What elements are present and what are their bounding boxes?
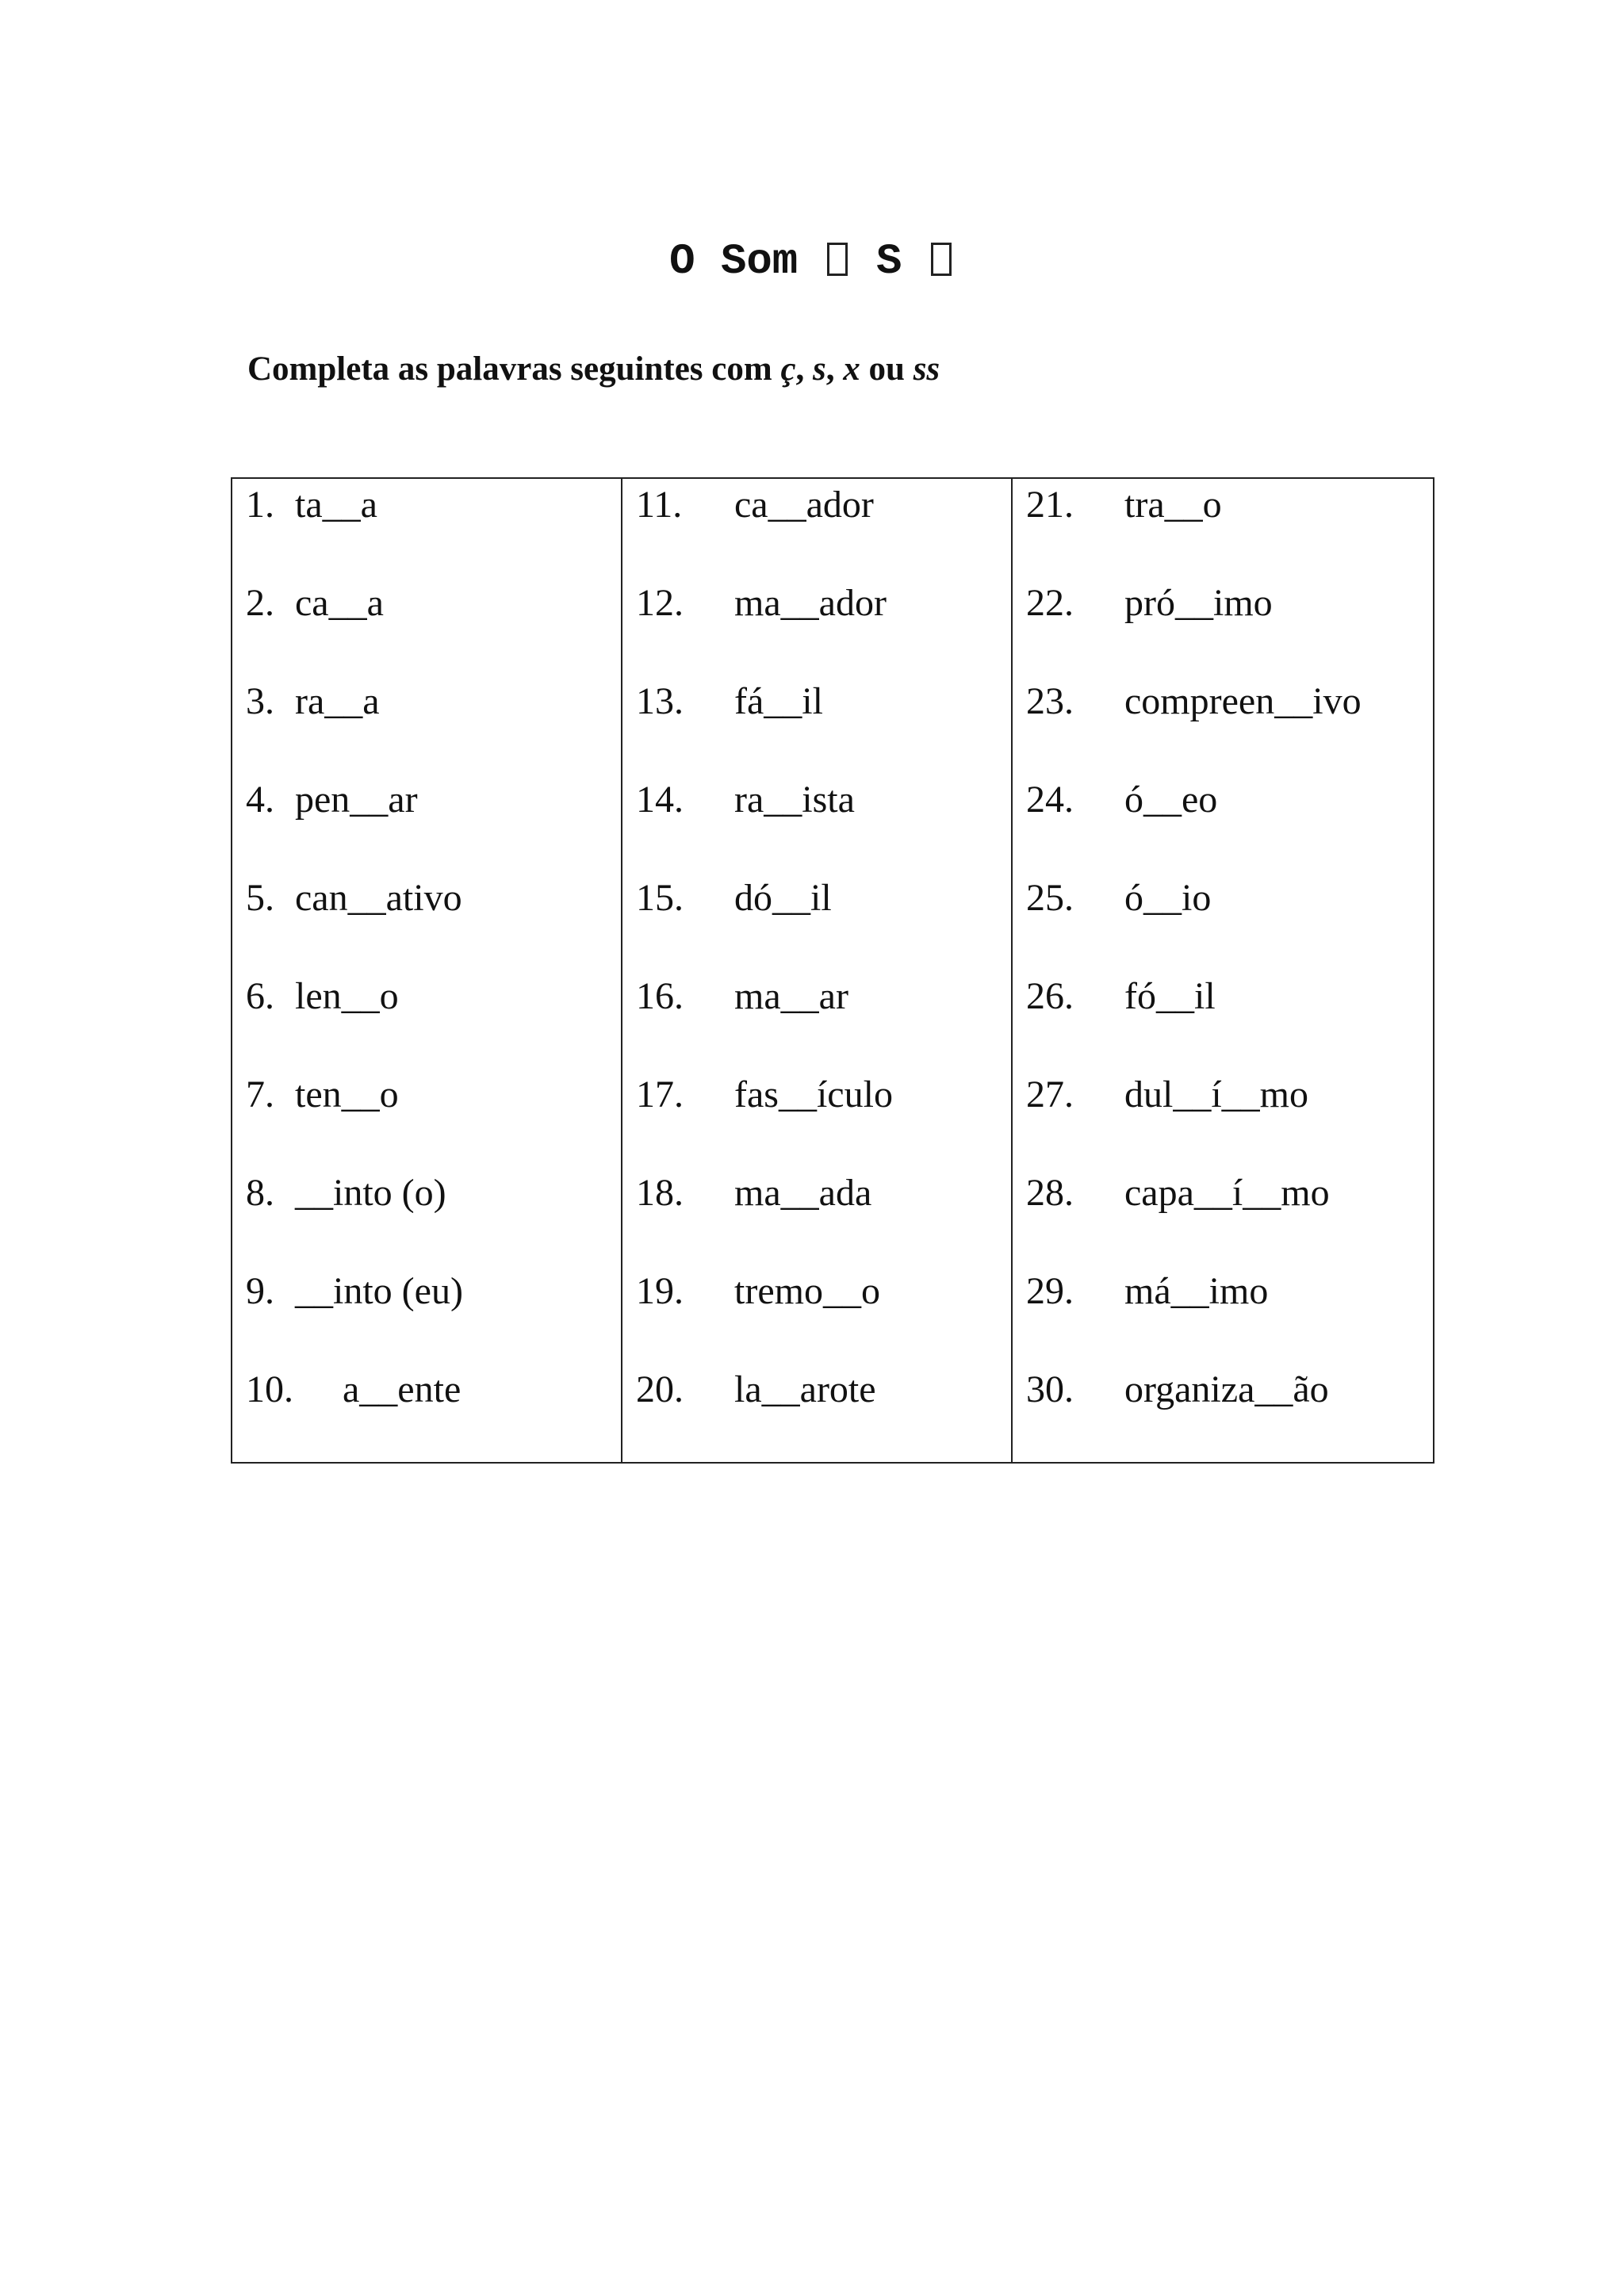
column-items [1013, 479, 1433, 1462]
item-word: ma__ar [734, 975, 848, 1017]
item-number: 25. [1026, 877, 1074, 919]
exercise-item [1013, 479, 1433, 577]
exercise-item [232, 774, 621, 872]
item-number: 17. [636, 1073, 684, 1115]
item-number: 24. [1026, 779, 1074, 821]
item-word: ra__ista [734, 779, 855, 821]
item-number: 7. [246, 1073, 274, 1115]
item-number: 26. [1026, 975, 1074, 1017]
item-number: 5. [246, 877, 274, 919]
exercise-item [622, 774, 1011, 872]
exercise-item [232, 970, 621, 1069]
exercise-item [1013, 970, 1433, 1069]
item-word: dul__í__mo [1124, 1073, 1309, 1115]
exercise-item [1013, 872, 1433, 970]
item-word: fá__il [734, 680, 823, 722]
item-number: 3. [246, 680, 274, 722]
item-word: ta__a [295, 484, 377, 526]
item-word: ma__ador [734, 582, 887, 624]
instruction-conjunction: ou [860, 350, 914, 388]
exercise-item [232, 1265, 621, 1364]
missing-glyph-box-icon [827, 243, 848, 276]
exercise-column-3 [1012, 478, 1434, 1463]
item-word: can__ativo [295, 877, 462, 919]
exercise-item [1013, 1167, 1433, 1265]
item-number: 2. [246, 582, 274, 624]
exercise-item [232, 577, 621, 675]
exercise-item [622, 1167, 1011, 1265]
exercise-item [1013, 774, 1433, 872]
page-title [0, 235, 1624, 290]
item-number: 8. [246, 1172, 274, 1214]
exercise-item [232, 1069, 621, 1167]
exercise-item [1013, 577, 1433, 675]
exercise-table [231, 477, 1434, 1464]
item-number: 6. [246, 975, 274, 1017]
exercise-item [232, 1167, 621, 1265]
item-number: 15. [636, 877, 684, 919]
item-number: 18. [636, 1172, 684, 1214]
exercise-item [1013, 1265, 1433, 1364]
title-text-before: O Som [669, 238, 824, 286]
item-number: 16. [636, 975, 684, 1017]
exercise-item [1013, 675, 1433, 774]
item-number: 29. [1026, 1270, 1074, 1312]
instruction-letter-s: s [813, 350, 826, 388]
item-word: a__ente [343, 1368, 462, 1410]
item-word: ca__a [295, 582, 384, 624]
exercise-item [622, 1364, 1011, 1462]
item-number: 30. [1026, 1368, 1074, 1410]
item-word: ca__ador [734, 484, 874, 526]
exercise-table-row [232, 478, 1434, 1463]
item-word: pen__ar [295, 779, 418, 821]
item-word: ten__o [295, 1073, 399, 1115]
exercise-item [232, 872, 621, 970]
instruction-letter-x: x [843, 350, 860, 388]
item-number: 28. [1026, 1172, 1074, 1214]
item-number: 12. [636, 582, 684, 624]
item-number: 19. [636, 1270, 684, 1312]
item-word: ra__a [295, 680, 380, 722]
item-number: 13. [636, 680, 684, 722]
exercise-item [232, 479, 621, 577]
item-word: dó__il [734, 877, 832, 919]
item-word: pró__imo [1124, 582, 1273, 624]
exercise-item [1013, 1069, 1433, 1167]
item-word: ma__ada [734, 1172, 872, 1214]
missing-glyph-box-icon [931, 243, 952, 276]
item-number: 10. [246, 1368, 293, 1410]
exercise-item [622, 1069, 1011, 1167]
item-word: fó__il [1124, 975, 1216, 1017]
item-word: compreen__ivo [1124, 680, 1362, 722]
item-word: organiza__ão [1124, 1368, 1329, 1410]
exercise-item [622, 675, 1011, 774]
item-word: tra__o [1124, 484, 1222, 526]
exercise-item [1013, 1364, 1433, 1462]
item-number: 11. [636, 484, 683, 526]
item-number: 4. [246, 779, 274, 821]
exercise-item [622, 872, 1011, 970]
item-word: ó__io [1124, 877, 1212, 919]
instruction-letter-ss: ss [913, 350, 940, 388]
instruction-text [247, 346, 940, 393]
exercise-item [232, 1364, 621, 1462]
exercise-item [622, 970, 1011, 1069]
item-word: len__o [295, 975, 399, 1017]
instruction-separator: , [795, 350, 814, 388]
item-number: 1. [246, 484, 274, 526]
item-number: 14. [636, 779, 684, 821]
item-number: 22. [1026, 582, 1074, 624]
instruction-letter-c-cedilla: ç [780, 350, 796, 388]
item-number: 21. [1026, 484, 1074, 526]
item-word: __into (eu) [295, 1270, 463, 1312]
item-word: má__imo [1124, 1270, 1269, 1312]
item-word: capa__í__mo [1124, 1172, 1330, 1214]
exercise-column-2 [622, 478, 1012, 1463]
exercise-column-1 [232, 478, 622, 1463]
instruction-separator: , [825, 350, 844, 388]
item-number: 27. [1026, 1073, 1074, 1115]
item-number: 23. [1026, 680, 1074, 722]
title-text-middle: S [850, 238, 928, 286]
item-word: fas__ículo [734, 1073, 893, 1115]
exercise-item [232, 675, 621, 774]
item-number: 20. [636, 1368, 684, 1410]
item-word: ó__eo [1124, 779, 1218, 821]
item-word: la__arote [734, 1368, 876, 1410]
instruction-lead: Completa as palavras seguintes com [247, 350, 781, 388]
item-number: 9. [246, 1270, 274, 1312]
column-items [232, 479, 621, 1462]
item-word: tremo__o [734, 1270, 880, 1312]
item-word: __into (o) [295, 1172, 446, 1214]
exercise-item [622, 1265, 1011, 1364]
column-items [622, 479, 1011, 1462]
exercise-item [622, 577, 1011, 675]
exercise-item [622, 479, 1011, 577]
